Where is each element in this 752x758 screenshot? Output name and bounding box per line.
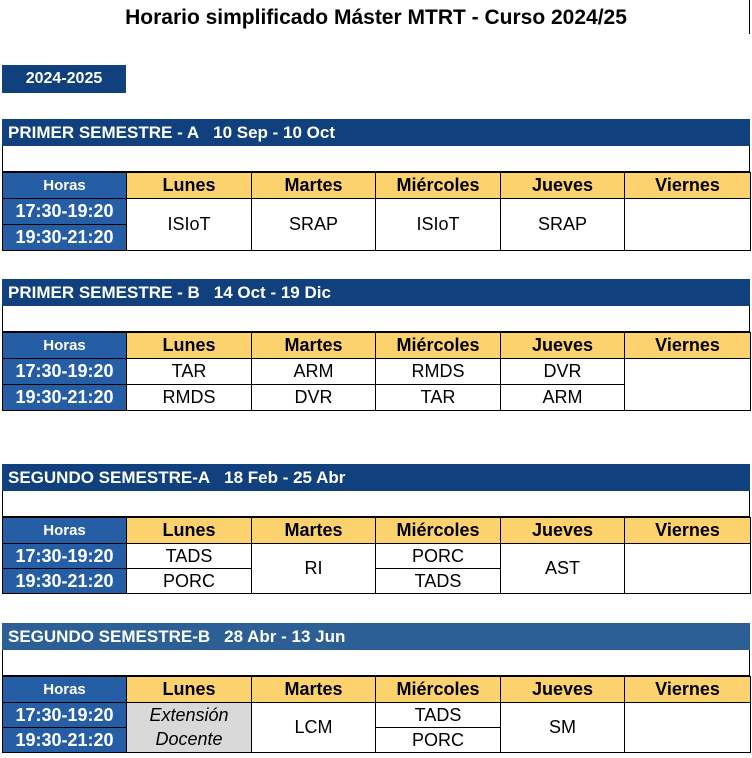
subject-cell: DVR xyxy=(501,359,625,385)
schedule-table xyxy=(2,332,751,411)
horas-header: Horas xyxy=(3,173,127,199)
day-viernes: Viernes xyxy=(625,333,751,359)
day-miercoles: Miércoles xyxy=(376,173,501,199)
subject-cell: ISIoT xyxy=(376,199,501,251)
schedule-table xyxy=(2,517,751,594)
time-slot-2: 19:30-21:20 xyxy=(3,225,127,251)
subject-cell: RMDS xyxy=(127,385,252,411)
day-miercoles: Miércoles xyxy=(376,333,501,359)
section-name: SEGUNDO SEMESTRE-A xyxy=(8,468,211,487)
subject-cell: SM xyxy=(501,703,625,753)
section-range: 14 Oct - 19 Dic xyxy=(213,283,331,302)
subject-cell: ARM xyxy=(252,359,376,385)
divider xyxy=(749,0,750,34)
day-lunes: Lunes xyxy=(127,333,252,359)
section-header xyxy=(2,464,750,491)
section-range: 10 Sep - 10 Oct xyxy=(213,123,335,142)
section-primer-semestre-a xyxy=(2,119,750,251)
day-martes: Martes xyxy=(252,333,376,359)
time-slot-2: 19:30-21:20 xyxy=(3,569,127,594)
subject-cell: TADS xyxy=(127,544,252,569)
page-title: Horario simplificado Máster MTRT - Curso 2024/25 xyxy=(125,6,627,29)
subject-cell-empty xyxy=(625,359,751,411)
horas-header: Horas xyxy=(3,677,127,703)
subject-cell: SRAP xyxy=(501,199,625,251)
subject-cell: DVR xyxy=(252,385,376,411)
subject-cell-empty xyxy=(625,703,751,753)
blank-row xyxy=(2,491,750,517)
subject-cell: TAR xyxy=(127,359,252,385)
time-slot-1: 17:30-19:20 xyxy=(3,544,127,569)
subject-cell: PORC xyxy=(376,728,501,753)
day-lunes: Lunes xyxy=(127,518,252,544)
subject-cell: LCM xyxy=(252,703,376,753)
day-martes: Martes xyxy=(252,677,376,703)
time-slot-2: 19:30-21:20 xyxy=(3,385,127,411)
subject-cell: SRAP xyxy=(252,199,376,251)
subject-cell: ARM xyxy=(501,385,625,411)
day-lunes: Lunes xyxy=(127,173,252,199)
extension-docente-cell: Extensión xyxy=(127,703,252,728)
day-viernes: Viernes xyxy=(625,173,751,199)
day-jueves: Jueves xyxy=(501,173,625,199)
subject-cell: ISIoT xyxy=(127,199,252,251)
subject-cell: TADS xyxy=(376,703,501,728)
day-lunes: Lunes xyxy=(127,677,252,703)
section-header xyxy=(2,623,750,650)
section-header xyxy=(2,119,750,146)
section-range: 18 Feb - 25 Abr xyxy=(224,468,346,487)
day-miercoles: Miércoles xyxy=(376,677,501,703)
horas-header: Horas xyxy=(3,518,127,544)
blank-row xyxy=(2,306,750,332)
section-name: PRIMER SEMESTRE - A xyxy=(8,123,200,142)
schedule-table xyxy=(2,676,751,753)
subject-cell-empty xyxy=(625,544,751,594)
schedule-table xyxy=(2,172,751,251)
time-slot-1: 17:30-19:20 xyxy=(3,703,127,728)
section-segundo-semestre-b xyxy=(2,623,750,753)
day-viernes: Viernes xyxy=(625,518,751,544)
subject-cell: PORC xyxy=(127,569,252,594)
day-martes: Martes xyxy=(252,518,376,544)
day-miercoles: Miércoles xyxy=(376,518,501,544)
extension-docente-cell: Docente xyxy=(127,728,252,753)
subject-cell-empty xyxy=(625,199,751,251)
blank-row xyxy=(2,146,750,172)
horas-header: Horas xyxy=(3,333,127,359)
section-primer-semestre-b xyxy=(2,279,750,411)
subject-cell: TADS xyxy=(376,569,501,594)
subject-cell: RMDS xyxy=(376,359,501,385)
time-slot-1: 17:30-19:20 xyxy=(3,199,127,225)
section-header xyxy=(2,279,750,306)
year-badge: 2024-2025 xyxy=(2,65,126,93)
time-slot-1: 17:30-19:20 xyxy=(3,359,127,385)
day-martes: Martes xyxy=(252,173,376,199)
time-slot-2: 19:30-21:20 xyxy=(3,728,127,753)
section-name: PRIMER SEMESTRE - B xyxy=(8,283,200,302)
day-jueves: Jueves xyxy=(501,333,625,359)
section-name: SEGUNDO SEMESTRE-B xyxy=(8,627,211,646)
blank-row xyxy=(2,650,750,676)
section-range: 28 Abr - 13 Jun xyxy=(224,627,346,646)
day-jueves: Jueves xyxy=(501,518,625,544)
subject-cell: AST xyxy=(501,544,625,594)
subject-cell: TAR xyxy=(376,385,501,411)
subject-cell: RI xyxy=(252,544,376,594)
day-viernes: Viernes xyxy=(625,677,751,703)
day-jueves: Jueves xyxy=(501,677,625,703)
section-segundo-semestre-a xyxy=(2,464,750,594)
subject-cell: PORC xyxy=(376,544,501,569)
